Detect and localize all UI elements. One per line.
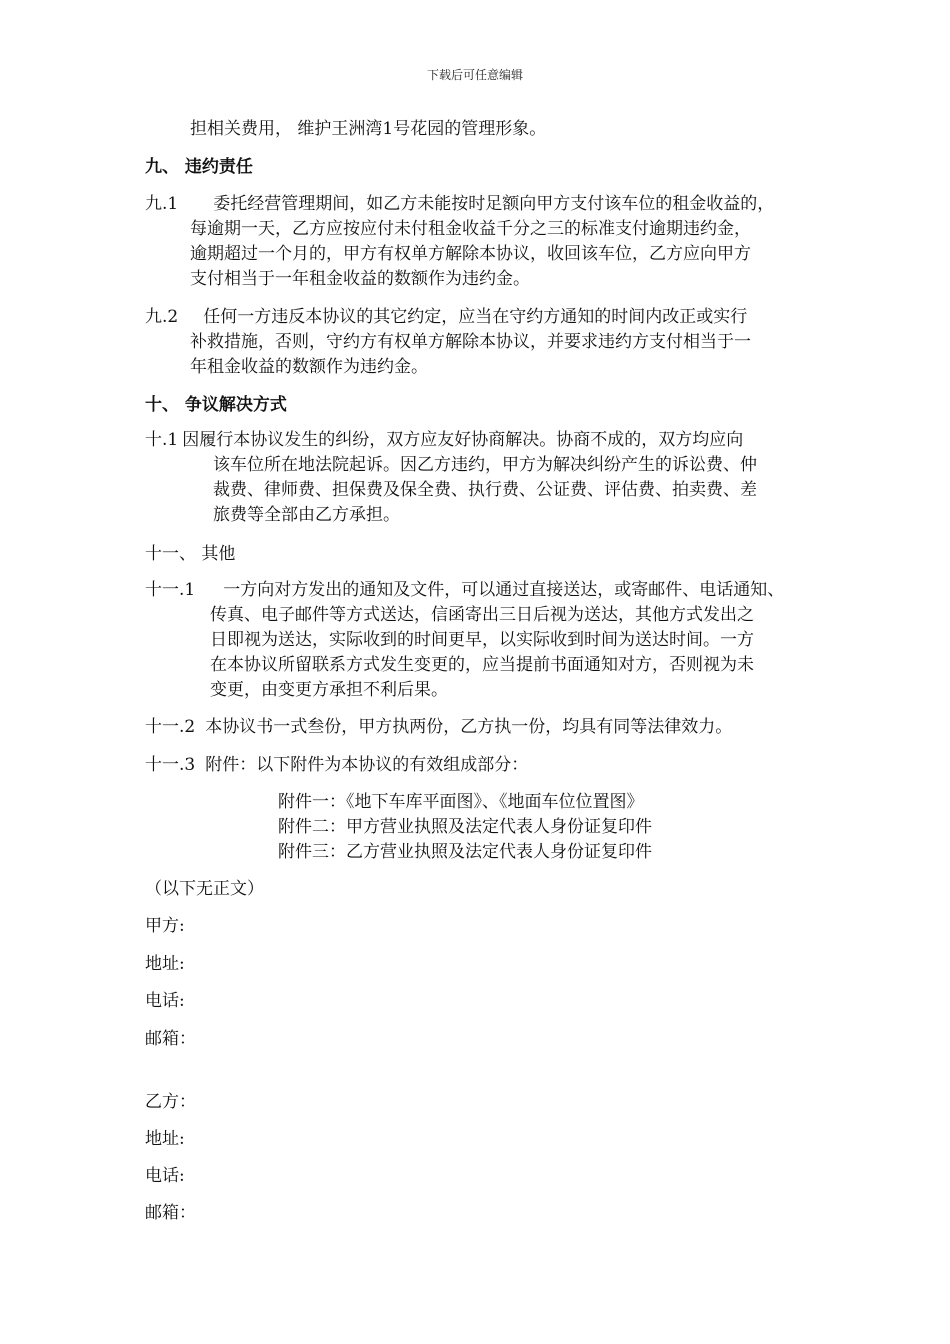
clause-9-1-line-2: 每逾期一天，乙方应按应付未付租金收益千分之三的标准支付逾期违约金，: [190, 219, 751, 239]
clause-11-3-number: 十一.3: [145, 755, 196, 775]
clause-10-1-line-2: 该车位所在地法院起诉。因乙方违约，甲方为解决纠纷产生的诉讼费、仲: [213, 455, 757, 475]
clause-9-1: [145, 192, 774, 292]
section-10-title: 十、 争议解决方式: [145, 395, 287, 415]
page-header: 下载后可任意编辑: [426, 68, 523, 82]
clause-11-1-line-4: 在本协议所留联系方式发生变更的，应当提前书面通知对方，否则视为未: [210, 655, 754, 675]
clause-10-1-number: 十.1: [145, 430, 179, 450]
party-b-address-label: 地址:: [145, 1129, 185, 1149]
party-a-address-label: 地址:: [145, 954, 185, 974]
attachment-3: 附件三：乙方营业执照及法定代表人身份证复印件: [278, 842, 652, 862]
party-a-email-label: 邮箱：: [145, 1029, 196, 1049]
clause-9-1-line-3: 逾期超过一个月的，甲方有权单方解除本协议，收回该车位，乙方应向甲方: [190, 244, 751, 264]
attachment-2: 附件二：甲方营业执照及法定代表人身份证复印件: [278, 817, 652, 837]
clause-10-1-line-4: 旅费等全部由乙方承担。: [213, 505, 400, 525]
clause-9-2-number: 九.2: [145, 307, 179, 327]
clause-9-2-line-1: 九.2 任何一方违反本协议的其它约定，应当在守约方通知的时间内改正或实行: [145, 307, 748, 327]
continuation-line: 担相关费用， 维护王洲湾1号花园的管理形象。: [190, 119, 547, 139]
clause-11-1-line-3: 日即视为送达，实际收到的时间更早，以实际收到时间为送达时间。一方: [210, 630, 754, 650]
party-b-phone-label: 电话:: [145, 1166, 185, 1186]
clause-11-1-line-2: 传真、电子邮件等方式送达，信函寄出三日后视为送达，其他方式发出之: [210, 605, 754, 625]
clause-11-3: [145, 753, 528, 778]
clause-10-1-line-3: 裁费、律师费、担保费及保全费、执行费、公证费、评估费、拍卖费、差: [213, 480, 757, 500]
party-b-email-label: 邮箱：: [145, 1203, 196, 1223]
clause-11-1-line-5: 变更，由变更方承担不利后果。: [210, 680, 448, 700]
clause-11-1: [145, 578, 784, 703]
attachments-list: [278, 790, 652, 865]
party-a-phone-label: 电话:: [145, 991, 185, 1011]
clause-10-1: [145, 428, 757, 528]
clause-11-2: [145, 715, 732, 740]
clause-9-1-line-4: 支付相当于一年租金收益的数额作为违约金。: [190, 269, 530, 289]
clause-9-2: [145, 305, 751, 380]
end-note: （以下无正文）: [145, 879, 264, 899]
clause-9-1-number: 九.1: [145, 194, 179, 214]
clause-9-2-line-3: 年租金收益的数额作为违约金。: [190, 357, 428, 377]
clause-9-2-line-2: 补救措施，否则，守约方有权单方解除本协议，并要求违约方支付相当于一: [190, 332, 751, 352]
clause-11-3-text: 附件：以下附件为本协议的有效组成部分：: [205, 755, 529, 775]
clause-11-2-number: 十一.2: [145, 717, 196, 737]
clause-11-1-line-1: 十一.1 一方向对方发出的通知及文件，可以通过直接送达，或寄邮件、电话通知、: [145, 580, 785, 600]
party-b-name-label: 乙方：: [145, 1092, 196, 1112]
section-11-title: 十一、 其他: [145, 544, 236, 564]
section-9-title: 九、 违约责任: [145, 157, 253, 177]
attachment-1: 附件一：《地下车库平面图》、《地面车位位置图》: [278, 792, 644, 812]
clause-11-1-number: 十一.1: [145, 580, 196, 600]
clause-9-1-line-1: 九.1 委托经营管理期间，如乙方未能按时足额向甲方支付该车位的租金收益的，: [145, 194, 775, 214]
party-a-name-label: 甲方:: [145, 916, 185, 936]
clause-11-2-text: 本协议书一式叁份，甲方执两份，乙方执一份，均具有同等法律效力。: [205, 717, 733, 737]
clause-10-1-line-1: 十.1 因履行本协议发生的纠纷，双方应友好协商解决。协商不成的，双方均应向: [145, 430, 744, 450]
